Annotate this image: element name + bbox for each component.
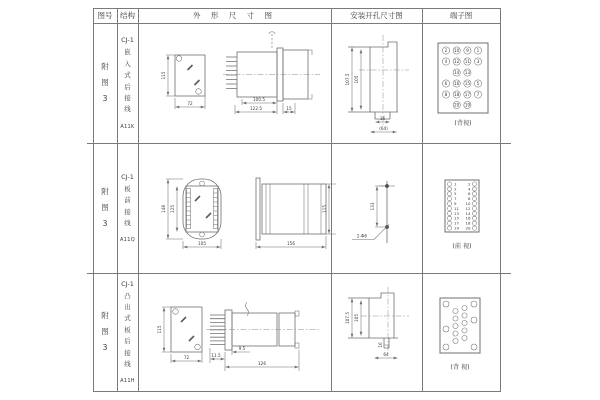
svg-text:11: 11	[454, 205, 459, 211]
structure-label: 板前接线	[124, 184, 131, 227]
svg-text:2: 2	[468, 181, 471, 187]
svg-text:17: 17	[464, 92, 471, 97]
svg-text:16: 16	[454, 81, 460, 86]
dim-width: 72	[183, 354, 190, 360]
dim-w1: 16	[378, 342, 383, 348]
row2-side-view	[256, 178, 336, 249]
svg-text:17: 17	[454, 220, 459, 226]
svg-text:14: 14	[454, 70, 460, 75]
row3-mounting-drawing	[331, 273, 422, 391]
row3-front-view	[157, 307, 202, 363]
svg-text:8: 8	[468, 196, 471, 202]
row1-terminal-drawing	[422, 23, 500, 143]
svg-text:7: 7	[454, 196, 457, 202]
svg-text:10: 10	[465, 201, 471, 206]
svg-text:5: 5	[476, 81, 480, 86]
dim-total: 122.5	[250, 105, 262, 111]
row3-figure-cell	[93, 273, 117, 391]
dim-offset: 9.5	[238, 345, 246, 351]
svg-text:18: 18	[454, 92, 460, 97]
svg-text:10: 10	[454, 48, 460, 53]
hole-spec: 2-Φ6	[356, 233, 368, 239]
row2-terminal-drawing	[422, 143, 500, 273]
dim-h1: 148	[161, 205, 166, 213]
structure-label: 凸出式板后接线	[124, 291, 131, 368]
row2-outline-drawing	[138, 143, 331, 273]
view-label: (背视)	[454, 120, 472, 127]
row3-structure-cell	[117, 273, 138, 391]
row1-side-view	[223, 32, 320, 114]
dim-height: 115	[161, 71, 166, 80]
row1-front-view	[161, 55, 205, 109]
terminal-numbers	[445, 48, 480, 108]
model-label: CJ-1	[121, 279, 134, 288]
svg-text:20: 20	[465, 225, 471, 231]
svg-text:19: 19	[454, 225, 459, 231]
dim-h1: 107.5	[345, 312, 350, 324]
figure-label: 附图3	[101, 311, 109, 352]
row2-figure-cell	[93, 143, 117, 273]
row2-mounting-drawing	[331, 143, 422, 273]
svg-text:6: 6	[444, 81, 448, 86]
row1-mounting-drawing	[331, 23, 422, 143]
row1-structure-cell	[117, 23, 138, 143]
dim-h2: 125	[170, 205, 176, 213]
svg-text:4: 4	[468, 186, 471, 192]
dim-height: 115	[157, 325, 162, 334]
table-border-bottom	[93, 391, 501, 392]
dim-depth: 100.5	[253, 96, 265, 102]
dim-depth: 156	[287, 240, 295, 246]
header-structure: 结构	[120, 11, 135, 20]
dim-width: 72	[187, 100, 193, 106]
svg-text:7: 7	[476, 92, 480, 97]
dim-side-height: 115	[322, 205, 328, 213]
type-code: A11H	[120, 378, 135, 385]
dim-h2: 105	[354, 75, 359, 84]
model-label: CJ-1	[121, 172, 134, 181]
svg-text:16: 16	[465, 215, 471, 221]
terminal-circles	[442, 47, 481, 109]
header-mounting: 安装开孔尺寸图	[350, 11, 403, 20]
svg-text:9: 9	[454, 201, 457, 206]
row3-side-view	[206, 302, 320, 371]
svg-text:1: 1	[476, 48, 480, 53]
figure-label: 附图3	[101, 62, 109, 103]
svg-text:8: 8	[444, 92, 448, 97]
terminal-numbers	[454, 181, 471, 230]
row1-outline-drawing	[138, 23, 331, 143]
mounting-hole-top	[385, 184, 389, 188]
header-terminal: 端子图	[449, 11, 473, 20]
svg-text:19: 19	[464, 102, 471, 108]
svg-text:5: 5	[454, 191, 457, 197]
dim-span: 133	[370, 202, 376, 211]
row3-outline-drawing	[138, 273, 331, 391]
svg-text:15: 15	[454, 215, 459, 221]
row2-structure-cell	[117, 143, 138, 273]
svg-text:14: 14	[465, 210, 471, 216]
svg-text:2: 2	[444, 48, 448, 53]
dim-h2: 105	[354, 314, 359, 322]
terminal-circles	[443, 301, 477, 350]
header-outline: 外 形 尺 寸 图	[192, 11, 277, 20]
dim-w2: 64	[383, 352, 389, 357]
svg-text:1: 1	[454, 181, 457, 187]
terminal-circles	[447, 182, 476, 230]
svg-text:13: 13	[464, 70, 471, 75]
mounting-hole-bottom	[385, 225, 389, 229]
svg-text:11: 11	[464, 59, 471, 64]
row1-figure-cell	[93, 23, 117, 143]
svg-text:4: 4	[444, 59, 448, 64]
row3-terminal-drawing	[422, 273, 500, 391]
dim-pin: 11.5	[211, 353, 221, 358]
row2-front-view	[161, 179, 221, 249]
svg-text:20: 20	[454, 102, 460, 108]
view-label: (背 视)	[450, 364, 470, 371]
table-border-right	[500, 8, 501, 392]
svg-text:13: 13	[454, 210, 459, 216]
dim-width: 105	[198, 240, 206, 246]
svg-text:18: 18	[465, 220, 471, 226]
svg-text:6: 6	[468, 191, 471, 197]
model-label: CJ-1	[121, 36, 134, 45]
svg-text:12: 12	[454, 59, 460, 64]
dim-h1: 107.5	[345, 73, 350, 86]
svg-text:15: 15	[464, 81, 471, 86]
dim-total: 126	[258, 360, 266, 366]
header-figure: 图号	[97, 11, 113, 20]
type-code: A11K	[120, 123, 135, 130]
svg-text:3: 3	[476, 59, 480, 64]
dim-w2: (64)	[379, 126, 388, 131]
svg-text:9: 9	[466, 48, 469, 53]
svg-text:3: 3	[454, 186, 457, 192]
structure-label: 嵌入式后接线	[124, 48, 131, 114]
figure-label: 附图3	[101, 187, 109, 228]
svg-text:12: 12	[465, 205, 471, 211]
dim-front: 15	[286, 105, 292, 111]
type-code: A11Q	[120, 237, 135, 244]
view-label: (前 视)	[452, 243, 472, 250]
dim-w1: 16	[379, 116, 386, 121]
